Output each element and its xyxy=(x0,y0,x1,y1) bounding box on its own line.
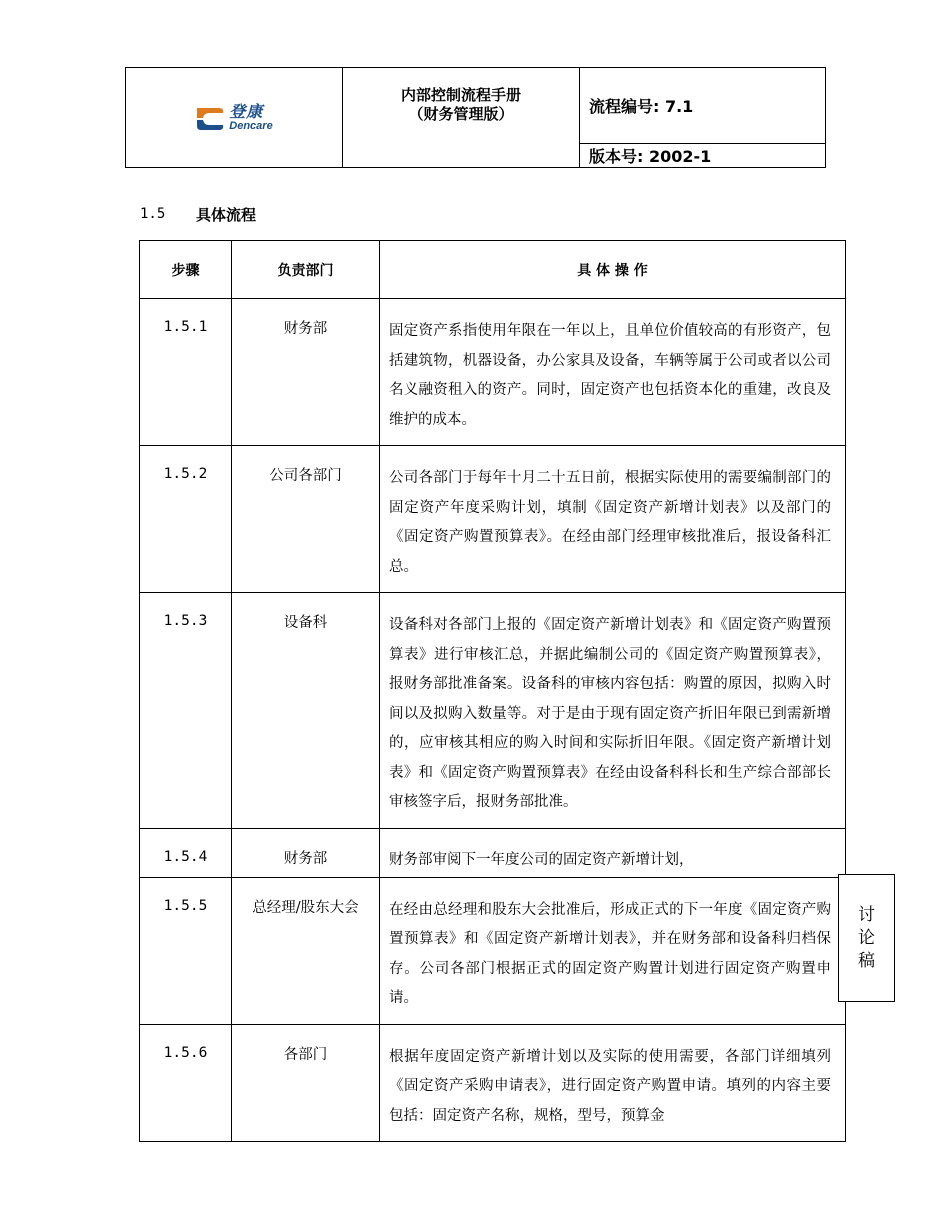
operation-cell: 设备科对各部门上报的《固定资产新增计划表》和《固定资产购置预算表》进行审核汇总，并据此编制公司的《固定资产购置预算表》，报财务部批准备案。设备科的审核内容包括：购置的原因，拟购入时间以及拟购入数量等。对于是由于现有固定资产折旧年限已到需新增的，应审核其相应的购入时间和实际折旧年限。《固定资产新增计划表》和《固定资产购置预算表》在经由设备科科长和生产综合部部长审核签字后，报财务部批准。 xyxy=(380,593,846,829)
logo-english-text: Dencare xyxy=(229,119,273,132)
draft-stamp-char: 论 xyxy=(858,927,875,948)
dencare-logo xyxy=(195,101,273,132)
header-step: 步骤 xyxy=(140,241,232,299)
logo-chinese-text: 登康 xyxy=(229,101,264,121)
section-number: 1.5 xyxy=(140,206,166,222)
draft-stamp-char: 讨 xyxy=(858,904,875,925)
department-cell: 公司各部门 xyxy=(232,446,380,593)
operation-cell: 固定资产系指使用年限在一年以上，且单位价值较高的有形资产，包括建筑物，机器设备，办公家具及设备，车辆等属于公司或者以公司名义融资租入的资产。同时，固定资产也包括资本化的重建，改良及维护的成本。 xyxy=(380,299,846,446)
process-table xyxy=(139,240,846,1142)
department-cell: 各部门 xyxy=(232,1024,380,1142)
table-header-row xyxy=(140,241,846,299)
document-header xyxy=(125,67,826,168)
step-cell: 1.5.1 xyxy=(140,299,232,446)
version-number: 版本号: 2002-1 xyxy=(580,143,826,167)
department-cell: 财务部 xyxy=(232,299,380,446)
header-department: 负责部门 xyxy=(232,241,380,299)
manual-title xyxy=(343,68,580,168)
table-row xyxy=(140,593,846,829)
section-title: 具体流程 xyxy=(196,206,257,224)
operation-cell: 财务部审阅下一年度公司的固定资产新增计划， xyxy=(380,828,846,877)
table-row xyxy=(140,828,846,877)
step-cell: 1.5.4 xyxy=(140,828,232,877)
table-row xyxy=(140,299,846,446)
table-row xyxy=(140,877,846,1024)
manual-title-line2: （财务管理版） xyxy=(408,105,514,123)
department-cell: 总经理/股东大会 xyxy=(232,877,380,1024)
operation-cell: 在经由总经理和股东大会批准后，形成正式的下一年度《固定资产购置预算表》和《固定资产新增计划表》，并在财务部和设备科归档保存。公司各部门根据正式的固定资产购置计划进行固定资产购置申请。 xyxy=(380,877,846,1024)
operation-cell: 根据年度固定资产新增计划以及实际的使用需要，各部门详细填列《固定资产采购申请表》，进行固定资产购置申请。填列的内容主要包括：固定资产名称，规格，型号，预算金 xyxy=(380,1024,846,1142)
table-row xyxy=(140,446,846,593)
step-cell: 1.5.3 xyxy=(140,593,232,829)
step-cell: 1.5.5 xyxy=(140,877,232,1024)
dencare-logo-icon xyxy=(195,104,225,132)
step-cell: 1.5.6 xyxy=(140,1024,232,1142)
draft-stamp-char: 稿 xyxy=(858,950,875,971)
process-number: 流程编号: 7.1 xyxy=(580,68,826,144)
manual-title-line1: 内部控制流程手册 xyxy=(400,86,521,104)
draft-stamp xyxy=(838,874,895,1002)
logo-cell xyxy=(126,68,343,168)
operation-cell: 公司各部门于每年十月二十五日前，根据实际使用的需要编制部门的固定资产年度采购计划，填制《固定资产新增计划表》以及部门的《固定资产购置预算表》。在经由部门经理审核批准后，报设备科汇总。 xyxy=(380,446,846,593)
header-operation: 具 体 操 作 xyxy=(380,241,846,299)
step-cell: 1.5.2 xyxy=(140,446,232,593)
section-heading xyxy=(140,204,256,225)
department-cell: 设备科 xyxy=(232,593,380,829)
department-cell: 财务部 xyxy=(232,828,380,877)
table-row xyxy=(140,1024,846,1142)
